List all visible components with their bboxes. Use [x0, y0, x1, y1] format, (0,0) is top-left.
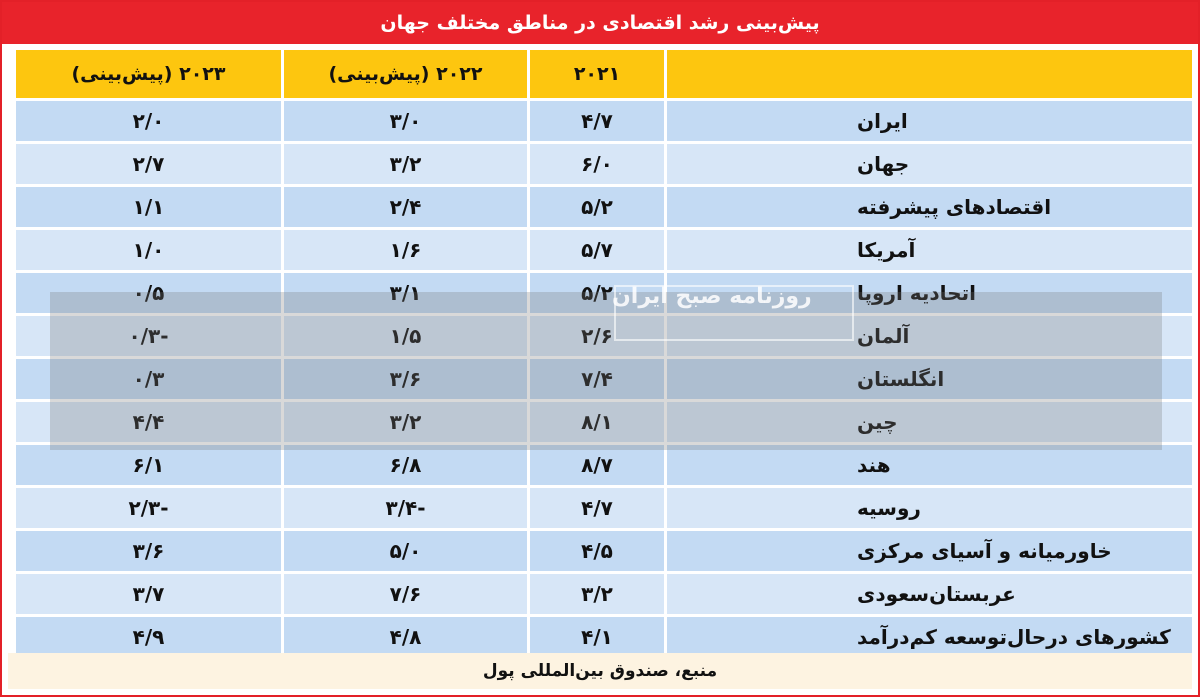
cell-2021: ۶/۰ — [527, 144, 664, 187]
table-row — [8, 445, 1192, 488]
table-row — [8, 144, 1192, 187]
row-name: روسیه — [664, 488, 1192, 531]
row-name: خاورمیانه و آسیای مرکزی — [664, 531, 1192, 574]
row-name: آلمان — [664, 316, 1192, 359]
cell-2023: ۴/۴ — [16, 402, 281, 445]
cell-2023: ۰/۵ — [16, 273, 281, 316]
row-name: چین — [664, 402, 1192, 445]
cell-2021: ۴/۵ — [527, 531, 664, 574]
table-title: پیش‌بینی رشد اقتصادی در مناطق مختلف جهان — [2, 2, 1198, 44]
cell-2022: ۳/۱ — [281, 273, 527, 316]
table-row — [8, 101, 1192, 144]
row-name: جهان — [664, 144, 1192, 187]
cell-2021: ۴/۷ — [527, 101, 664, 144]
cell-2023: ۱/۱ — [16, 187, 281, 230]
header-2022: ۲۰۲۲ (پیش‌بینی) — [281, 50, 527, 101]
row-name: اقتصادهای پیشرفته — [664, 187, 1192, 230]
table-row — [8, 531, 1192, 574]
table-row — [8, 402, 1192, 445]
table-row — [8, 316, 1192, 359]
header-row — [8, 50, 1192, 101]
cell-2021: ۸/۱ — [527, 402, 664, 445]
cell-2023: ۳/۷ — [16, 574, 281, 617]
cell-2022: ۶/۸ — [281, 445, 527, 488]
source-note: منبع، صندوق بین‌المللی پول — [8, 653, 1192, 689]
cell-2022: ۳/۲ — [281, 144, 527, 187]
cell-2022: ۷/۶ — [281, 574, 527, 617]
header-2021: ۲۰۲۱ — [527, 50, 664, 101]
table-row — [8, 574, 1192, 617]
cell-2022: ۵/۰ — [281, 531, 527, 574]
cell-2021: ۴/۱ — [527, 617, 664, 660]
cell-2022: ۴/۸ — [281, 617, 527, 660]
table-row — [8, 230, 1192, 273]
cell-2023: ۰/۳ — [16, 359, 281, 402]
cell-2023: ۴/۹ — [16, 617, 281, 660]
cell-2021: ۷/۴ — [527, 359, 664, 402]
cell-2023: -۲/۳ — [16, 488, 281, 531]
cell-2022: -۳/۴ — [281, 488, 527, 531]
cell-2023: -۰/۳ — [16, 316, 281, 359]
row-name: اتحادیه اروپا — [664, 273, 1192, 316]
table-row — [8, 359, 1192, 402]
cell-2022: ۳/۶ — [281, 359, 527, 402]
table-row — [8, 187, 1192, 230]
row-name: کشورهای درحال‌توسعه کم‌درآمد — [664, 617, 1192, 660]
header-name — [664, 50, 1192, 101]
cell-2021: ۲/۶ — [527, 316, 664, 359]
watermark-text: روزنامه صبح ایران — [612, 284, 812, 309]
row-name: هند — [664, 445, 1192, 488]
row-name: عربستان‌سعودی — [664, 574, 1192, 617]
cell-2021: ۵/۷ — [527, 230, 664, 273]
cell-2023: ۱/۰ — [16, 230, 281, 273]
row-name: ایران — [664, 101, 1192, 144]
table-row — [8, 488, 1192, 531]
cell-2023: ۲/۰ — [16, 101, 281, 144]
cell-2021: ۸/۷ — [527, 445, 664, 488]
cell-2021: ۵/۲ — [527, 187, 664, 230]
row-name: انگلستان — [664, 359, 1192, 402]
row-name: آمریکا — [664, 230, 1192, 273]
table-body — [8, 101, 1192, 660]
cell-2023: ۲/۷ — [16, 144, 281, 187]
cell-2023: ۶/۱ — [16, 445, 281, 488]
cell-2022: ۱/۵ — [281, 316, 527, 359]
cell-2022: ۲/۴ — [281, 187, 527, 230]
cell-2021: ۳/۲ — [527, 574, 664, 617]
cell-2021: ۵/۲ — [527, 273, 664, 316]
data-table — [8, 50, 1192, 660]
cell-2022: ۳/۰ — [281, 101, 527, 144]
table-row — [8, 273, 1192, 316]
cell-2022: ۱/۶ — [281, 230, 527, 273]
cell-2023: ۳/۶ — [16, 531, 281, 574]
header-2023: ۲۰۲۳ (پیش‌بینی) — [16, 50, 281, 101]
cell-2021: ۴/۷ — [527, 488, 664, 531]
cell-2022: ۳/۲ — [281, 402, 527, 445]
